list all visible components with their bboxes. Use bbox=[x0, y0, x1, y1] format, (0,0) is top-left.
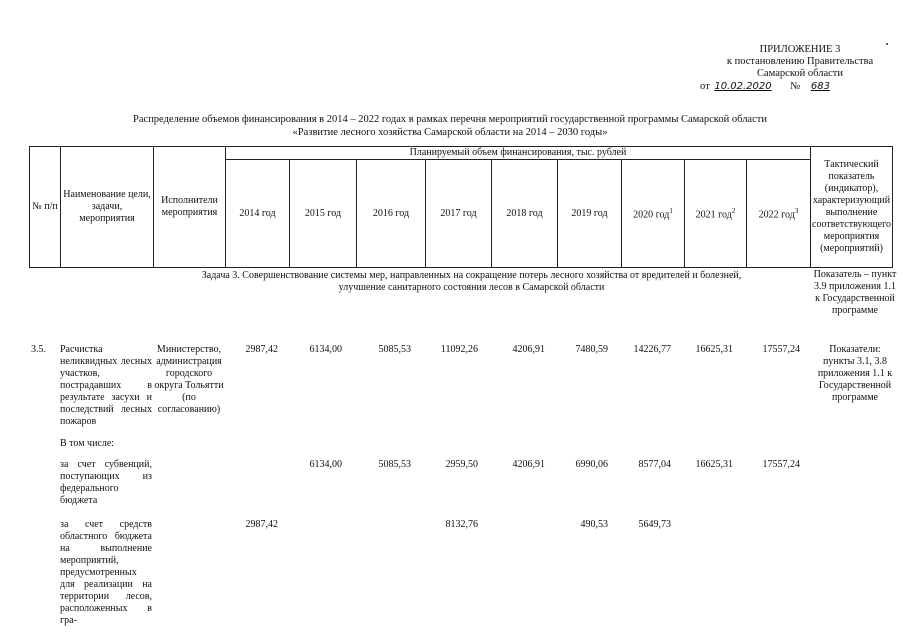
footnote-mark-2: 2 bbox=[731, 207, 736, 216]
from-label: от bbox=[700, 81, 710, 92]
header-year-2014: 2014 год bbox=[226, 160, 290, 268]
row-name: Расчистка неликвидных лесных участков, пострадавших в результате засухи и последствий лесных пожаров bbox=[60, 344, 152, 427]
task-indicator: Показатель – пункт 3.9 приложения 1.1 к Государственной программе bbox=[813, 269, 897, 316]
regional-value-2019: 490,53 bbox=[580, 519, 608, 530]
header-planned-financing: Планируемый объем финансирования, тыс. рублей bbox=[226, 147, 811, 160]
task-3-heading bbox=[124, 270, 819, 294]
federal-value-2021: 16625,31 bbox=[695, 459, 733, 470]
appendix-block bbox=[700, 44, 900, 80]
regional-value-2014: 2987,42 bbox=[245, 519, 278, 530]
footnote-mark-3: 3 bbox=[794, 207, 799, 216]
footnote-mark-1: 1 bbox=[669, 207, 673, 216]
header-executors: Исполнители мероприятия bbox=[154, 147, 226, 268]
header-year-2022: 2022 год$^3$ bbox=[747, 160, 811, 268]
row-value-2018: 4206,91 bbox=[512, 344, 545, 355]
decree-number: 683 bbox=[810, 81, 830, 92]
header-year-2016: 2016 год bbox=[357, 160, 426, 268]
title-line-2: «Развитие лесного хозяйства Самарской области на 2014 – 2030 годы» bbox=[292, 126, 608, 138]
title-line-1: Распределение объемов финансирования в 2014 – 2022 годах в рамках перечня мероприятий государственной программы Самарской области bbox=[133, 114, 767, 125]
appendix-subtitle: к постановлению Правительства bbox=[726, 56, 874, 67]
header-year-2021: 2021 год$^2$ bbox=[685, 160, 747, 268]
row-value-2021: 16625,31 bbox=[695, 344, 733, 355]
federal-funding-label: за счет субвенций, поступающих из федерального бюджета bbox=[60, 459, 152, 506]
header-year-2017: 2017 год bbox=[426, 160, 492, 268]
appendix-title: ПРИЛОЖЕНИЕ 3 bbox=[759, 44, 841, 55]
row-num: 3.5. bbox=[31, 344, 46, 355]
header-num: № п/п bbox=[30, 147, 61, 268]
federal-value-2016: 5085,53 bbox=[378, 459, 411, 470]
row-value-2017: 11092,26 bbox=[440, 344, 478, 355]
header-year-2020: 2020 год$^1$ bbox=[622, 160, 685, 268]
regional-funding-label: за счет средств областного бюджета на выполнение мероприятий, предусмотренных для реализации на территории лесов, расположенных в гра- bbox=[60, 519, 152, 626]
task-line-2: улучшение санитарного состояния лесов в Самарской области bbox=[338, 282, 605, 293]
federal-value-2017: 2959,50 bbox=[445, 459, 478, 470]
financing-table-header bbox=[29, 146, 893, 268]
row-indicator: Показатели: пункты 3.1, 3.8 приложения 1.1 к Государственной программе bbox=[817, 344, 893, 403]
header-year-2019: 2019 год bbox=[558, 160, 622, 268]
scan-speck bbox=[886, 43, 888, 45]
decree-reference bbox=[700, 81, 832, 92]
federal-value-2015: 6134,00 bbox=[309, 459, 342, 470]
row-executor: Министерство, администрация городского округа Тольятти (по согласованию) bbox=[154, 344, 224, 415]
header-name: Наименование цели, задачи, мероприятия bbox=[61, 147, 154, 268]
financing-table-body bbox=[29, 268, 899, 640]
number-label: № bbox=[790, 81, 801, 92]
regional-value-2017: 8132,76 bbox=[445, 519, 478, 530]
task-line-1: Задача 3. Совершенствование системы мер, направленных на сокращение потерь лесного хозяйства от вредителей и болезней, bbox=[201, 270, 742, 281]
header-year-2018: 2018 год bbox=[492, 160, 558, 268]
header-year-2015: 2015 год bbox=[290, 160, 357, 268]
federal-value-2020: 8577,04 bbox=[638, 459, 671, 470]
federal-value-2018: 4206,91 bbox=[512, 459, 545, 470]
regional-value-2020: 5649,73 bbox=[638, 519, 671, 530]
row-value-2020: 14226,77 bbox=[633, 344, 671, 355]
header-indicator: Тактический показатель (индикатор), характеризующий выполнение соответствующего мероприятия (мероприятий) bbox=[811, 147, 893, 268]
row-value-2022: 17557,24 bbox=[762, 344, 800, 355]
row-value-2016: 5085,53 bbox=[378, 344, 411, 355]
decree-date: 10.02.2020 bbox=[714, 81, 772, 92]
appendix-region: Самарской области bbox=[757, 68, 843, 79]
document-title bbox=[20, 114, 880, 139]
federal-value-2022: 17557,24 bbox=[762, 459, 800, 470]
row-value-2019: 7480,59 bbox=[575, 344, 608, 355]
row-value-2015: 6134,00 bbox=[309, 344, 342, 355]
federal-value-2019: 6990,06 bbox=[575, 459, 608, 470]
including-label: В том числе: bbox=[60, 438, 115, 449]
row-value-2014: 2987,42 bbox=[245, 344, 278, 355]
